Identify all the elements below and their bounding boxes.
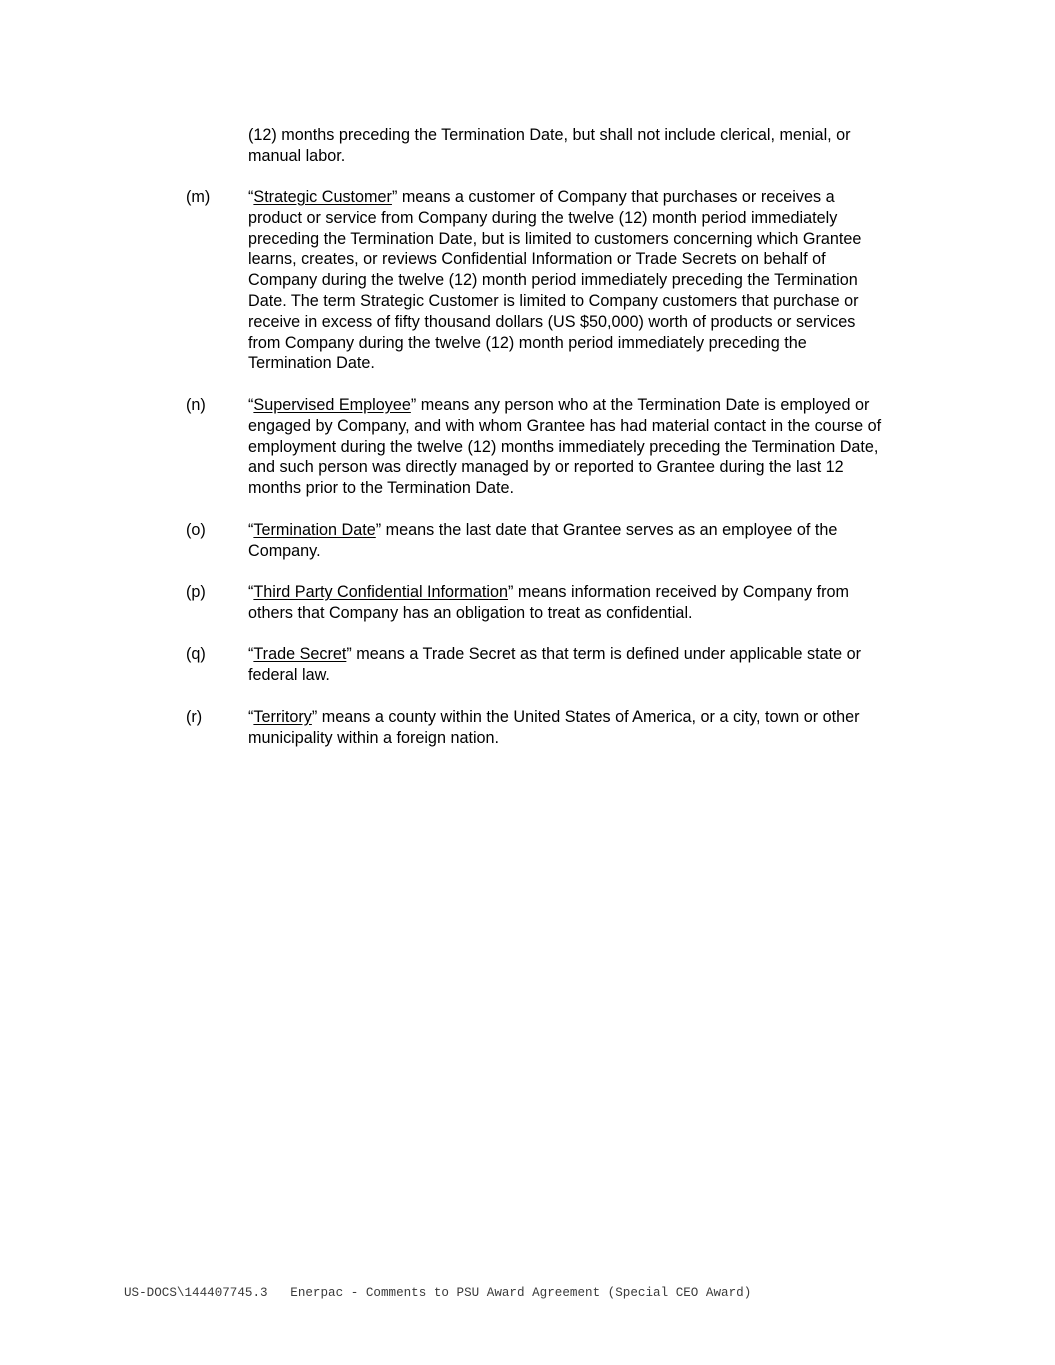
- defined-term: Strategic Customer: [253, 188, 392, 206]
- definition-first-line: [248, 644, 938, 665]
- definition-text: ” means the last date that Grantee serves as an employee of the: [375, 521, 838, 539]
- definition-line: months prior to the Termination Date.: [248, 479, 515, 498]
- definition-marker: (r): [186, 708, 203, 726]
- open-quote: “: [248, 396, 254, 414]
- definition-body: [248, 707, 938, 749]
- definition-line: Company.: [248, 541, 321, 560]
- open-quote: “: [248, 583, 254, 601]
- definition-first-line: [248, 395, 938, 416]
- definition-line: Date. The term Strategic Customer is limited to Company customers that purchase or: [248, 291, 859, 310]
- definition-body: [248, 582, 938, 624]
- definition-marker: (q): [186, 645, 206, 663]
- definition-line: receive in excess of fifty thousand dollars (US $50,000) worth of products or services: [248, 312, 856, 331]
- defined-term: Third Party Confidential Information: [253, 583, 509, 601]
- definition-marker: (o): [186, 521, 206, 539]
- defined-term: Trade Secret: [253, 645, 347, 663]
- paragraph-line: (12) months preceding the Termination Date, but shall not include clerical, menial, or: [248, 126, 851, 144]
- definition-line: municipality within a foreign nation.: [248, 728, 500, 747]
- definition-line: product or service from Company during the twelve (12) month period immediately: [248, 208, 838, 227]
- definition-line: and such person was directly managed by or reported to Grantee during the last 12: [248, 458, 844, 477]
- definition-body: [248, 395, 938, 499]
- document-footer: US-DOCS\144407745.3 Enerpac - Comments to PSU Award Agreement (Special CEO Award): [124, 1286, 752, 1300]
- defined-term: Territory: [253, 708, 312, 726]
- definition-line: Company during the twelve (12) month period immediately preceding the Termination: [248, 271, 858, 290]
- definition-text: ” means a county within the United States of America, or a city, town or other: [311, 708, 860, 726]
- definition-line: from Company during the twelve (12) month period immediately preceding the: [248, 333, 807, 352]
- definition-first-line: [248, 707, 938, 728]
- paragraph-line: manual labor.: [248, 146, 346, 165]
- definition-marker: (p): [186, 583, 206, 601]
- definition-body: [248, 644, 938, 686]
- definition-text: ” means a Trade Secret as that term is defined under applicable state or: [346, 645, 862, 663]
- definition-line: Termination Date.: [248, 354, 375, 373]
- definition-body: [248, 520, 938, 562]
- open-quote: “: [248, 645, 254, 663]
- definition-line: employment during the twelve (12) months immediately preceding the Termination Date,: [248, 437, 879, 456]
- defined-term: Termination Date: [253, 521, 376, 539]
- definition-line: learns, creates, or reviews Confidential Information or Trade Secrets on behalf of: [248, 250, 826, 269]
- definition-body: [248, 187, 938, 374]
- definition-first-line: [248, 187, 938, 208]
- definition-line: preceding the Termination Date, but is limited to customers concerning which Grantee: [248, 229, 862, 248]
- definition-line: federal law.: [248, 665, 330, 684]
- definition-text: ” means any person who at the Termination Date is employed or: [410, 396, 870, 414]
- definition-text: ” means a customer of Company that purchases or receives a: [391, 188, 835, 206]
- open-quote: “: [248, 188, 254, 206]
- definition-line: others that Company has an obligation to treat as confidential.: [248, 603, 693, 622]
- definition-text: ” means information received by Company from: [508, 583, 849, 601]
- definition-line: engaged by Company, and with whom Grantee has had material contact in the course of: [248, 416, 882, 435]
- defined-term: Supervised Employee: [253, 396, 411, 414]
- open-quote: “: [248, 521, 254, 539]
- definition-marker: (n): [186, 396, 206, 414]
- open-quote: “: [248, 708, 254, 726]
- continuation-paragraph: [248, 125, 938, 167]
- definition-first-line: [248, 582, 938, 603]
- definition-first-line: [248, 520, 938, 541]
- definition-marker: (m): [186, 188, 211, 206]
